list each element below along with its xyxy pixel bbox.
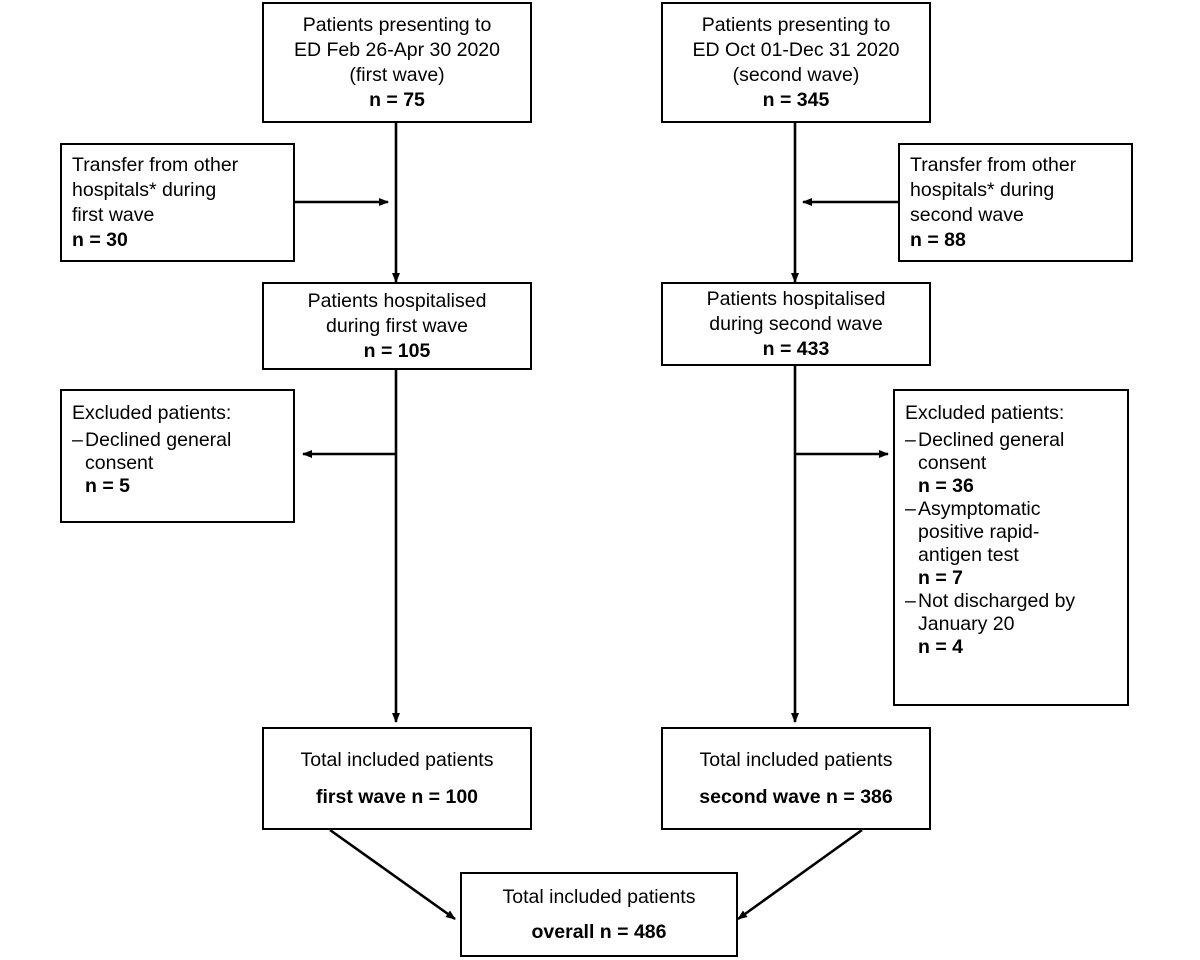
node-line: hospitals* during [72, 178, 217, 201]
node-count: n = 105 [363, 339, 431, 362]
excluded-item-text: Not discharged by [918, 590, 1076, 612]
node-total-overall [460, 872, 738, 957]
excluded-item [905, 590, 1075, 659]
excluded-item-text: Declined general [85, 429, 232, 451]
node-line: Patients hospitalised [307, 289, 487, 312]
node-line: second wave [910, 203, 1024, 226]
node-excluded-second-wave [893, 389, 1129, 706]
excluded-item-count: n = 4 [918, 636, 963, 658]
excluded-item [72, 429, 231, 498]
dash-bullet: – [72, 429, 83, 451]
node-count: first wave n = 100 [315, 785, 479, 808]
excluded-title: Excluded patients: [905, 402, 1065, 424]
node-ed-first-wave [262, 2, 532, 123]
node-line: hospitals* during [910, 178, 1055, 201]
node-line: Patients presenting to [302, 13, 492, 36]
node-line: during second wave [709, 312, 883, 335]
dash-bullet: – [905, 590, 916, 612]
node-line: Transfer from other [910, 153, 1077, 176]
node-total-second-wave [661, 727, 931, 830]
node-line: Patients hospitalised [706, 287, 886, 310]
node-count: second wave n = 386 [699, 785, 893, 808]
excluded-item-text: positive rapid- [918, 521, 1040, 543]
node-line: first wave [72, 203, 155, 226]
node-line: Patients presenting to [701, 13, 891, 36]
node-count: n = 30 [72, 228, 128, 251]
node-hospitalised-first-wave [262, 282, 532, 370]
excluded-item-text: consent [85, 452, 154, 474]
excluded-item-count: n = 36 [918, 475, 974, 497]
node-line: Total included patients [300, 748, 494, 771]
excluded-item-text: consent [918, 452, 987, 474]
excluded-item-text: antigen test [918, 544, 1019, 566]
node-transfer-second-wave [898, 143, 1133, 262]
node-excluded-first-wave [60, 389, 295, 523]
node-count: n = 433 [762, 337, 830, 360]
node-line: during first wave [326, 314, 468, 337]
dash-bullet: – [905, 498, 916, 520]
excluded-title: Excluded patients: [72, 402, 232, 424]
node-hospitalised-second-wave [661, 282, 931, 366]
node-transfer-first-wave [60, 143, 295, 262]
node-line: Total included patients [502, 885, 696, 908]
excluded-item-count: n = 5 [85, 475, 130, 497]
excluded-item-text: Declined general [918, 429, 1065, 451]
node-line: ED Oct 01-Dec 31 2020 [692, 38, 900, 61]
node-line: Transfer from other [72, 153, 239, 176]
excluded-item-text: Asymptomatic [918, 498, 1041, 520]
node-ed-second-wave [661, 2, 931, 123]
node-count: n = 345 [762, 88, 830, 111]
node-count: overall n = 486 [531, 920, 667, 943]
node-count: n = 88 [910, 228, 966, 251]
node-count: n = 75 [369, 88, 425, 111]
node-line: (second wave) [732, 63, 860, 86]
excluded-item [905, 429, 1064, 498]
excluded-item-text: January 20 [918, 613, 1015, 635]
excluded-item [905, 498, 1040, 590]
node-total-first-wave [262, 727, 532, 830]
node-line: Total included patients [699, 748, 893, 771]
excluded-item-count: n = 7 [918, 567, 963, 589]
dash-bullet: – [905, 429, 916, 451]
node-line: (first wave) [349, 63, 445, 86]
node-line: ED Feb 26-Apr 30 2020 [294, 38, 500, 61]
